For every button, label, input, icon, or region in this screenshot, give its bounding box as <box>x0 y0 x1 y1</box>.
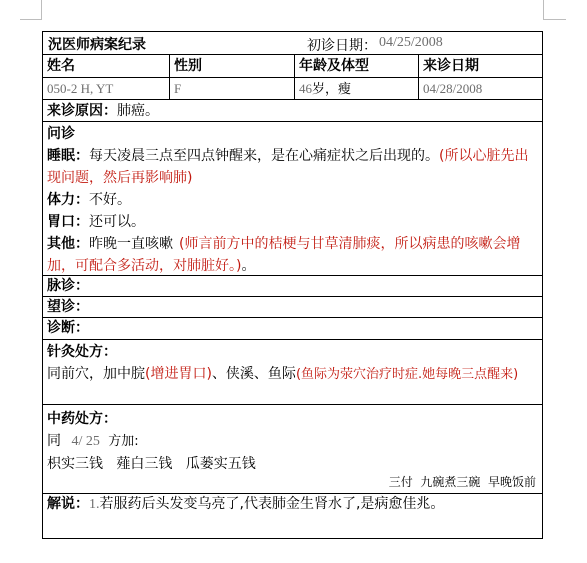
patient-age-build <box>295 78 419 99</box>
pulse-row: 脉诊： <box>43 276 542 297</box>
acupuncture-text-a: 同前穴，加中脘 <box>47 366 145 382</box>
crop-mark <box>544 19 566 20</box>
explanation-label: 解说： <box>47 496 89 512</box>
acupuncture-line <box>43 363 542 386</box>
patient-sex: F <box>170 78 295 99</box>
other-text: 昨晚一直咳嗽 <box>89 236 173 252</box>
other-end: 。 <box>241 258 256 274</box>
explanation-section <box>43 494 542 538</box>
name-header: 姓名 <box>43 55 170 77</box>
sleep-note-cont: 现问题，然后再影响肺) <box>47 170 193 186</box>
herbal-section <box>43 405 542 494</box>
inquiry-label: 问诊 <box>47 126 75 142</box>
explanation-line <box>43 494 542 515</box>
patient-age: 46 <box>299 81 312 96</box>
stamina-label: 体力： <box>47 192 89 208</box>
sleep-note: (所以心脏先出 <box>439 148 529 164</box>
herbal-same-line <box>43 430 542 453</box>
explanation-number: 1. <box>89 497 100 512</box>
stamina-line <box>43 189 542 211</box>
age-header: 年龄及体型 <box>295 55 419 77</box>
sex-header: 性别 <box>170 55 295 77</box>
appetite-text: 还可以。 <box>89 214 145 230</box>
other-note-cont: 加，可配合多活动，对肺脏好。) <box>47 258 242 274</box>
patient-values-row <box>43 78 542 100</box>
herbal-herbs: 枳实三钱 薤白三钱 瓜蒌实五钱 <box>47 456 256 472</box>
sleep-text: 每天凌晨三点至四点钟醒来，是在心痛症状之后出现的。 <box>89 148 439 164</box>
herbal-same-suffix: 方加: <box>108 434 139 449</box>
stamina-text: 不好。 <box>89 192 131 208</box>
crop-mark <box>41 0 42 20</box>
other-note: (师言前方中的桔梗与甘草清肺痰，所以病患的咳嗽会增 <box>179 236 521 252</box>
herbal-dosage: 三付 九碗煮三碗 早晚饭前 <box>388 475 536 489</box>
patient-header-row <box>43 55 542 78</box>
appetite-label: 胃口： <box>47 214 89 230</box>
inquiry-section <box>43 122 542 276</box>
patient-name: 050-2 H, YT <box>43 78 170 99</box>
acupuncture-label: 针灸处方： <box>47 344 117 360</box>
other-line-cont <box>43 255 542 277</box>
patient-visit-date: 04/28/2008 <box>423 81 483 96</box>
sleep-label: 睡眠： <box>47 148 89 164</box>
other-line <box>43 233 542 255</box>
acupuncture-text-b: 、侠溪、鱼际 <box>211 366 296 382</box>
acupuncture-note-b: (鱼际为荥穴治疗时症.她每晚三点醒来) <box>295 367 519 382</box>
acupuncture-section <box>43 340 542 405</box>
appetite-line <box>43 211 542 233</box>
reason-label: 来诊原因： <box>47 103 117 119</box>
herbal-label: 中药处方： <box>47 411 117 427</box>
title-row <box>43 32 542 55</box>
crop-mark <box>543 0 544 20</box>
first-visit-label: 初诊日期： <box>307 38 377 54</box>
diagnosis-row: 诊断： <box>43 318 542 340</box>
medical-record-table <box>42 31 543 539</box>
visit-date-header: 来诊日期 <box>423 58 479 74</box>
other-label: 其他： <box>47 236 89 252</box>
explanation-text: 若服药后头发变乌亮了,代表肺金生肾水了,是病愈佳兆。 <box>99 496 445 512</box>
record-title: 況医师病案纪录 <box>48 37 146 53</box>
sleep-line <box>43 145 542 167</box>
crop-mark <box>20 19 41 20</box>
first-visit-date: 04/25/2008 <box>379 35 443 50</box>
acupuncture-note-a: (增进胃口) <box>145 366 212 382</box>
herbal-same-date: 4/ 25 <box>71 434 100 449</box>
herbal-same-prefix: 同 <box>47 433 61 449</box>
patient-build: 岁，瘦 <box>312 82 352 97</box>
reason-text: 肺癌。 <box>117 103 159 119</box>
reason-row <box>43 100 542 122</box>
look-row: 望诊： <box>43 297 542 318</box>
